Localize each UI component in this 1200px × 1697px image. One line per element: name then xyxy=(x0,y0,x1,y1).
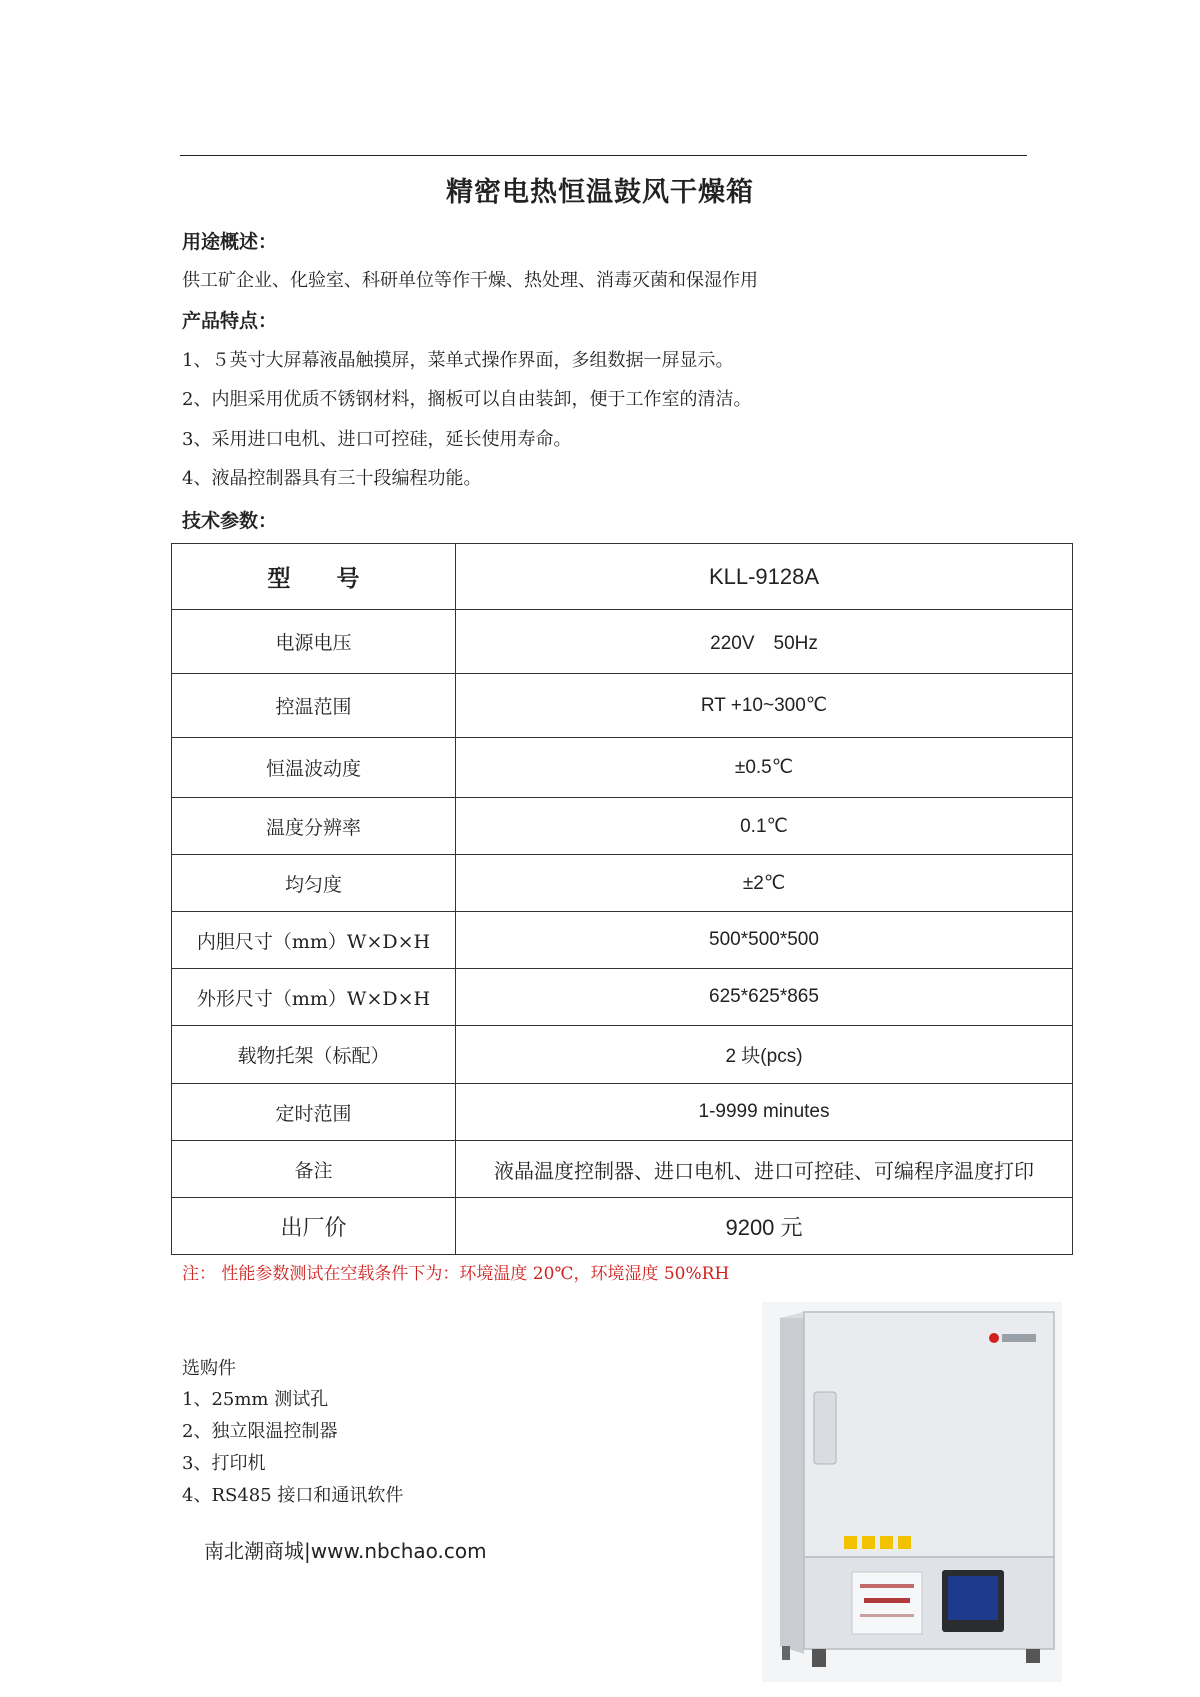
spec-value: 220V 50Hz xyxy=(456,610,1073,674)
spec-key: 载物托架（标配） xyxy=(172,1026,456,1084)
option-item: 2、独立限温控制器 xyxy=(182,1421,338,1442)
spec-value: 0.1℃ xyxy=(456,798,1073,855)
test-condition-note: 注： 性能参数测试在空载条件下为：环境温度 20℃，环境湿度 50%RH xyxy=(182,1264,730,1284)
table-row xyxy=(172,738,1073,798)
spec-key: 内胆尺寸（mm）W×D×H xyxy=(172,912,456,969)
spec-key: 出厂价 xyxy=(172,1198,456,1255)
document-title: 精密电热恒温鼓风干燥箱 xyxy=(446,177,754,208)
door-handle[interactable] xyxy=(814,1392,836,1464)
specs-heading: 技术参数： xyxy=(182,510,278,532)
label-line xyxy=(860,1614,914,1617)
table-row xyxy=(172,674,1073,738)
table-row xyxy=(172,1198,1073,1255)
spec-value: ±0.5℃ xyxy=(456,738,1073,798)
spec-key: 恒温波动度 xyxy=(172,738,456,798)
table-row xyxy=(172,1026,1073,1084)
oven-foot xyxy=(782,1646,790,1660)
options-heading: 选购件 xyxy=(182,1358,236,1379)
spec-key: 均匀度 xyxy=(172,855,456,912)
spec-table xyxy=(171,543,1073,1255)
warning-label-icon xyxy=(898,1536,911,1549)
warning-label-icon xyxy=(862,1536,875,1549)
spec-key: 温度分辨率 xyxy=(172,798,456,855)
oven-door xyxy=(804,1312,1054,1557)
oven-foot xyxy=(1026,1649,1040,1663)
spec-value: 500*500*500 xyxy=(456,912,1073,969)
option-item: 4、RS485 接口和通讯软件 xyxy=(182,1485,404,1506)
spec-value: ±2℃ xyxy=(456,855,1073,912)
website-link[interactable]: 南北潮商城|www.nbchao.com xyxy=(204,1539,487,1563)
spec-key: 定时范围 xyxy=(172,1084,456,1141)
table-row xyxy=(172,969,1073,1026)
spec-key: 型 号 xyxy=(172,544,456,610)
features-heading: 产品特点： xyxy=(182,310,278,332)
spec-key: 控温范围 xyxy=(172,674,456,738)
spec-value: RT +10~300℃ xyxy=(456,674,1073,738)
spec-value: 2 块(pcs) xyxy=(456,1026,1073,1084)
spec-value: 625*625*865 xyxy=(456,969,1073,1026)
header-rule xyxy=(180,155,1027,156)
spec-value: 1-9999 minutes xyxy=(456,1084,1073,1141)
control-panel xyxy=(804,1557,1054,1649)
oven-foot xyxy=(812,1649,826,1667)
table-row xyxy=(172,610,1073,674)
table-row xyxy=(172,544,1073,610)
table-row xyxy=(172,912,1073,969)
option-item: 3、打印机 xyxy=(182,1453,266,1474)
warning-label-icon xyxy=(844,1536,857,1549)
warning-label-icon xyxy=(880,1536,893,1549)
feature-item: 3、采用进口电机、进口可控硅，延长使用寿命。 xyxy=(182,429,572,450)
spec-key: 外形尺寸（mm）W×D×H xyxy=(172,969,456,1026)
spec-value: 9200 元 xyxy=(456,1198,1073,1255)
oven-product-photo xyxy=(762,1302,1062,1682)
brand-logo-icon xyxy=(989,1333,999,1343)
spec-value: KLL-9128A xyxy=(456,544,1073,610)
usage-text: 供工矿企业、化验室、科研单位等作干燥、热处理、消毒灭菌和保湿作用 xyxy=(182,270,758,291)
feature-item: 2、内胆采用优质不锈钢材料，搁板可以自由装卸，便于工作室的清洁。 xyxy=(182,389,752,410)
table-row xyxy=(172,1141,1073,1198)
table-row xyxy=(172,798,1073,855)
usage-heading: 用途概述： xyxy=(182,231,278,253)
option-item: 1、25mm 测试孔 xyxy=(182,1389,329,1410)
table-row xyxy=(172,1084,1073,1141)
spec-key: 备注 xyxy=(172,1141,456,1198)
brand-plate xyxy=(1002,1334,1036,1342)
spec-value: 液晶温度控制器、进口电机、进口可控硅、可编程序温度打印 xyxy=(456,1141,1073,1198)
label-line xyxy=(864,1598,910,1603)
oven-side-panel xyxy=(780,1312,804,1654)
spec-key: 电源电压 xyxy=(172,610,456,674)
label-line xyxy=(860,1584,914,1588)
feature-item: 1、５英寸大屏幕液晶触摸屏，菜单式操作界面，多组数据一屏显示。 xyxy=(182,350,734,371)
table-row xyxy=(172,855,1073,912)
feature-item: 4、液晶控制器具有三十段编程功能。 xyxy=(182,468,482,489)
lcd-touch-screen[interactable] xyxy=(948,1576,998,1620)
